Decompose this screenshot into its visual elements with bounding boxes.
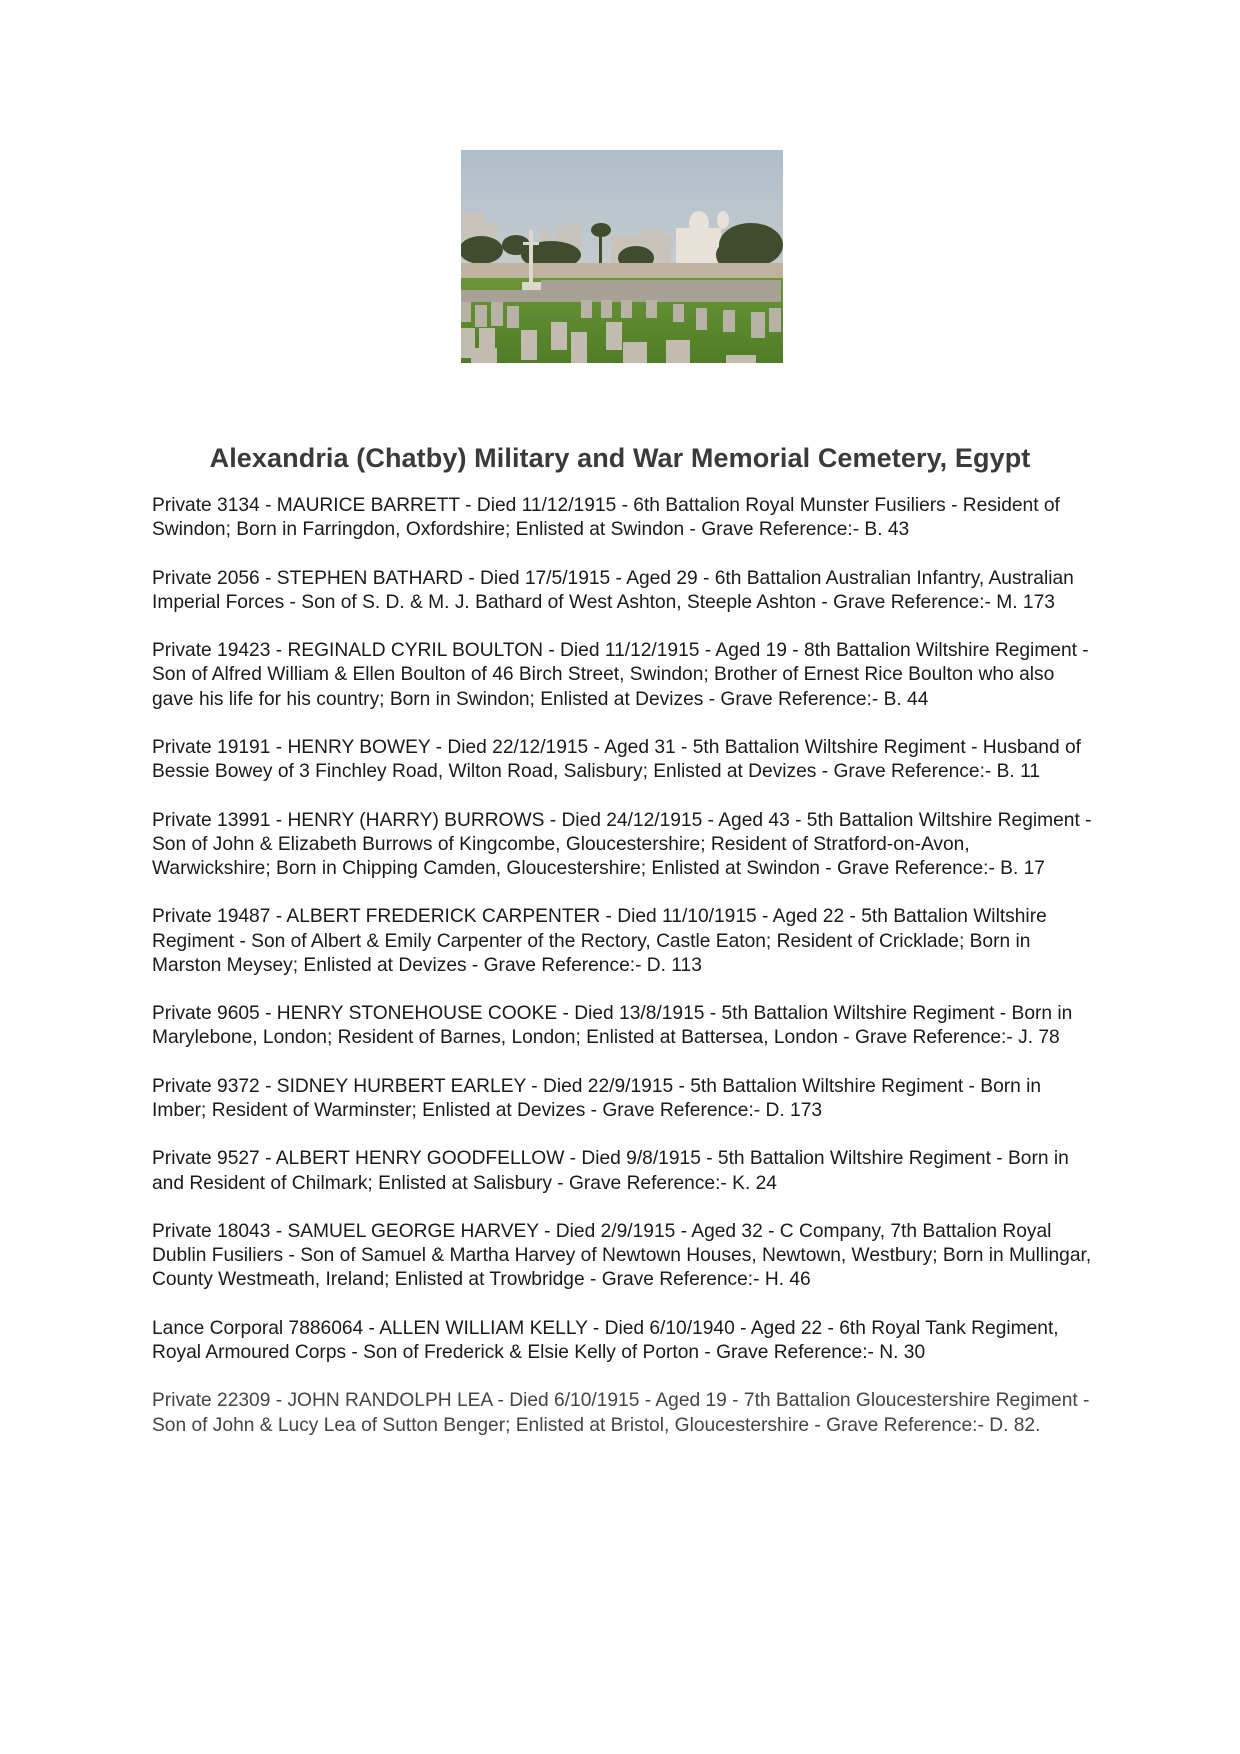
casualty-entry: Private 22309 - JOHN RANDOLPH LEA - Died 6/10/1915 - Aged 19 - 7th Battalion Gloucestershire Regiment - Son of John & Lucy Lea of Sutton Benger; Enlisted at Bristol, Gloucestershire - Grave Reference:- D. 82. xyxy=(152,1390,1090,1436)
casualty-entry: Private 2056 - STEPHEN BATHARD - Died 17/5/1915 - Aged 29 - 6th Battalion Australian Infantry, Australian Imperial Forces - Son of S. D. & M. J. Bathard of West Ashton, Steeple Ashton - Grave Reference:- M. 173 xyxy=(152,567,1074,613)
casualty-entry: Private 3134 - MAURICE BARRETT - Died 11/12/1915 - 6th Battalion Royal Munster Fusiliers - Resident of Swindon; Born in Farringdon, Oxfordshire; Enlisted at Swindon - Grave Reference:- B. 43 xyxy=(152,495,1060,541)
casualty-entry: Private 13991 - HENRY (HARRY) BURROWS - Died 24/12/1915 - Aged 43 - 5th Battalion Wiltshire Regiment - Son of John & Elizabeth Burrows of Kingcombe, Gloucestershire; Resident of Stratford-on-Avon, Warwickshire; Born in Chipping Camden, Gloucestershire; Enlisted at Swindon - Grave Reference:- B. 17 xyxy=(152,809,1092,879)
casualty-entry: Private 19487 - ALBERT FREDERICK CARPENTER - Died 11/10/1915 - Aged 22 - 5th Battalion Wiltshire Regiment - Son of Albert & Emily Carpenter of the Rectory, Castle Eaton; Resident of Cricklade; Born in Marston Meysey; Enlisted at Devizes - Grave Reference:- D. 113 xyxy=(152,906,1047,976)
casualty-entry: Private 19191 - HENRY BOWEY - Died 22/12/1915 - Aged 31 - 5th Battalion Wiltshire Regiment - Husband of Bessie Bowey of 3 Finchley Road, Wilton Road, Salisbury; Enlisted at Devizes - Grave Reference:- B. 11 xyxy=(152,736,1081,783)
casualty-entry: Private 9605 - HENRY STONEHOUSE COOKE - Died 13/8/1915 - 5th Battalion Wiltshire Regiment - Born in Marylebone, London; Resident of Barnes, London; Enlisted at Battersea, London - Grave Reference:- J. 78 xyxy=(152,1003,1073,1049)
boundary-wall xyxy=(461,263,783,278)
page-title: Alexandria (Chatby) Military and War Memorial Cemetery, Egypt xyxy=(209,443,1031,474)
casualty-list xyxy=(152,494,1092,1462)
casualty-entry: Private 19423 - REGINALD CYRIL BOULTON - Died 11/12/1915 - Aged 19 - 8th Battalion Wiltshire Regiment - Son of Alfred William & Ellen Boulton of 46 Birch Street, Swindon; Brother of Ernest Rice Boulton who also gave his life for his country; Born in Swindon; Enlisted at Devizes - Grave Reference:- B. 44 xyxy=(152,640,1089,710)
casualty-entry: Lance Corporal 7886064 - ALLEN WILLIAM KELLY - Died 6/10/1940 - Aged 22 - 6th Royal Tank Regiment, Royal Armoured Corps - Son of Frederick & Elsie Kelly of Porton - Grave Reference:- N. 30 xyxy=(152,1317,1059,1363)
cemetery-photo xyxy=(461,150,783,363)
casualty-entry: Private 18043 - SAMUEL GEORGE HARVEY - Died 2/9/1915 - Aged 32 - C Company, 7th Battalion Royal Dublin Fusiliers - Son of Samuel & Martha Harvey of Newtown Houses, Newtown, Westbury; Born in Mullingar, County Westmeath, Ireland; Enlisted at Trowbridge - Grave Reference:- H. 46 xyxy=(152,1220,1092,1291)
casualty-entry: Private 9527 - ALBERT HENRY GOODFELLOW - Died 9/8/1915 - 5th Battalion Wiltshire Regiment - Born in and Resident of Chilmark; Enlisted at Salisbury - Grave Reference:- K. 24 xyxy=(152,1148,1069,1194)
cemetery-photo-illustration xyxy=(461,150,783,363)
casualty-entry: Private 9372 - SIDNEY HURBERT EARLEY - Died 22/9/1915 - 5th Battalion Wiltshire Regiment - Born in Imber; Resident of Warminster; Enlisted at Devizes - Grave Reference:- D. 173 xyxy=(152,1075,1042,1121)
